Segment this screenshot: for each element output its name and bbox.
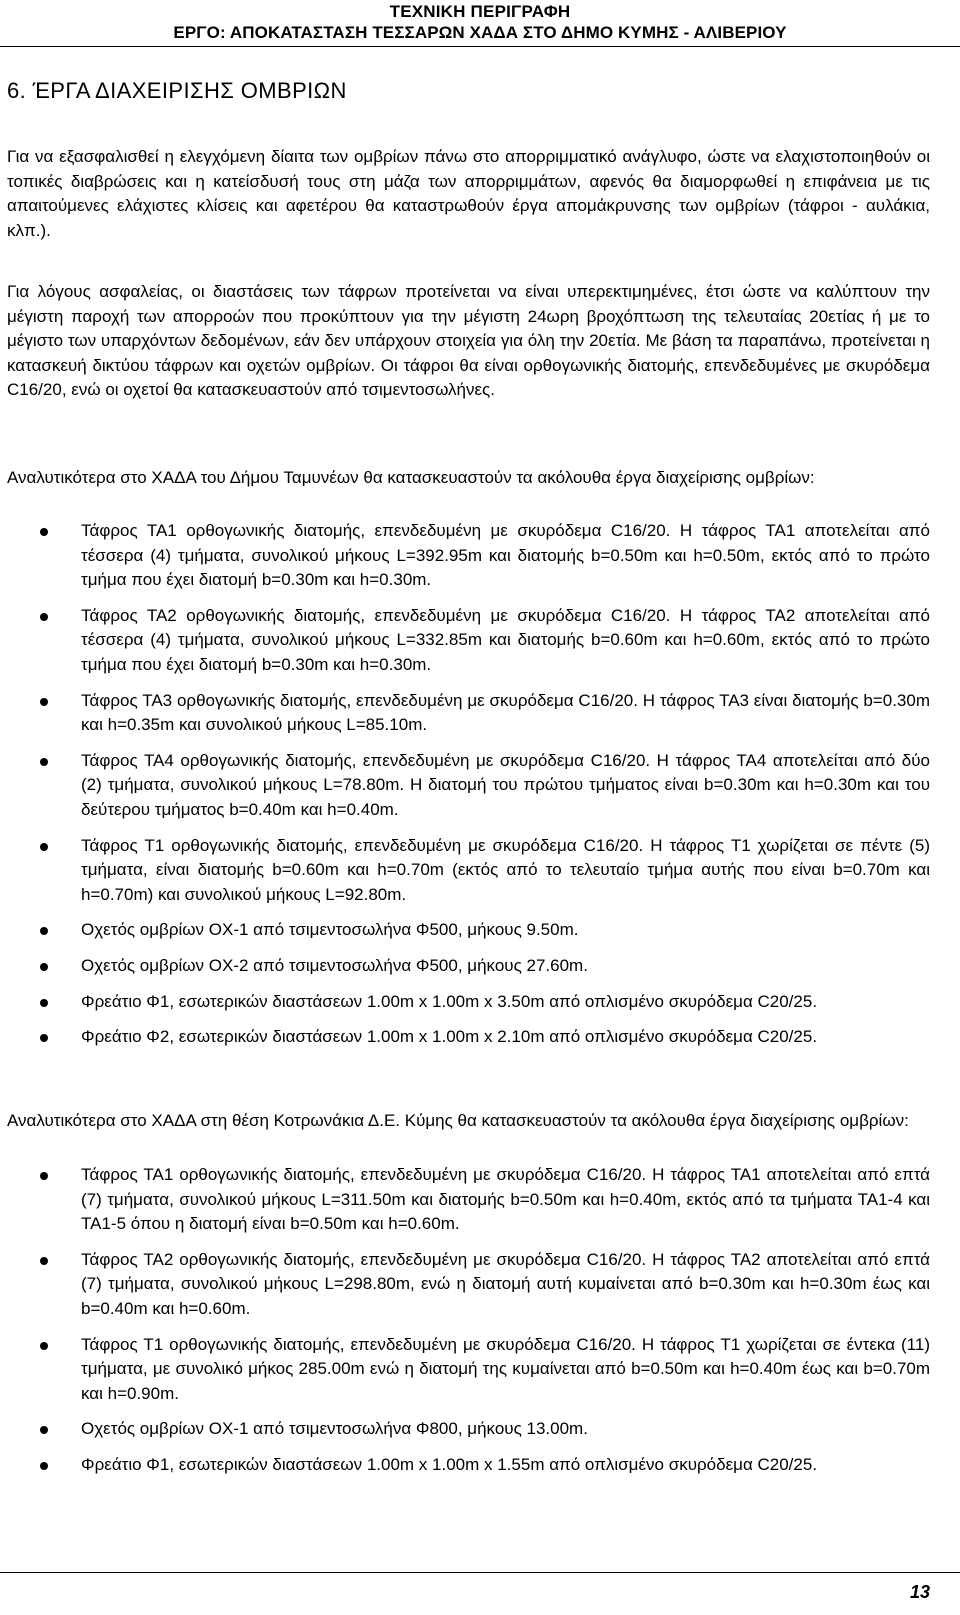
bullet-icon [40,1172,48,1180]
list-item-text: Φρεάτιο Φ2, εσωτερικών διαστάσεων 1.00m x 1.00m x 2.10m από οπλισμένο σκυρόδεμα C20/25. [81,1027,818,1047]
bullet-icon [40,843,48,851]
page-footer [0,1572,960,1615]
bullet-icon [40,927,48,935]
page-header [0,0,960,47]
list-item [0,834,930,908]
list-item [0,954,930,979]
bullet-icon [40,999,48,1007]
list-item-text: Τάφρος ΤΑ1 ορθογωνικής διατομής, επενδεδυμένη με σκυρόδεμα C16/20. Η τάφρος ΤΑ1 αποτελείται από επτά (7) τμήματα, συνολικού μήκους L=311.50m και διατομής b=0.50m και h=0.40m, εκτός από τα τμήματα ΤΑ1-4 και ΤΑ1-5 όπου η διατομή είναι b=0.50m και h=0.60m. [81,1165,930,1234]
kotronakia-intro: Αναλυτικότερα στο ΧΑΔΑ στη θέση Κοτρωνάκια Δ.Ε. Κύμης θα κατασκευαστούν τα ακόλουθα έργα διαχείρισης ομβρίων: [7,1111,909,1130]
list-item-text: Τάφρος ΤΑ1 ορθογωνικής διατομής, επενδεδυμένη με σκυρόδεμα C16/20. Η τάφρος ΤΑ1 αποτελείται από τέσσερα (4) τμήματα, συνολικού μήκους L=392.95m και διατομής b=0.50m και h=0.50m, εκτός από το πρώτο τμήμα που έχει διατομή b=0.30m και h=0.30m. [81,521,930,590]
tamynea-works-list [0,519,930,1061]
bullet-icon [40,698,48,706]
list-item [0,1417,930,1442]
list-item-text: Οχετός ομβρίων ΟΧ-1 από τσιμεντοσωλήνα Φ800, μήκους 13.00m. [81,1419,588,1439]
list-item [0,749,930,823]
list-item [0,1333,930,1407]
bullet-icon [40,1034,48,1042]
paragraph-intro: Για να εξασφαλισθεί η ελεγχόμενη δίαιτα των ομβρίων πάνω στο απορριμματικό ανάγλυφο, ώστε να ελαχιστοποιηθούν οι τοπικές διαβρώσεις και η κατείσδυσή τους στη μάζα των απορριμμάτων, αφενός θα διαμορφωθεί η επιφάνεια με τις απαιτούμενες ελάχιστες κλίσεις και αφετέρου θα καταστρωθούν έργα απομάκρυνσης των ομβρίων (τάφροι - αυλάκια, κλπ.). [7,147,930,240]
list-item-text: Φρεάτιο Φ1, εσωτερικών διαστάσεων 1.00m x 1.00m x 3.50m από οπλισμένο σκυρόδεμα C20/25. [81,991,818,1011]
header-project: ΕΡΓΟ: ΑΠΟΚΑΤΑΣΤΑΣΗ ΤΕΣΣΑΡΩΝ ΧΑΔΑ ΣΤΟ ΔΗΜΟ ΚΥΜΗΣ - ΑΛΙΒΕΡΙΟΥ [173,23,787,42]
bullet-icon [40,1342,48,1350]
bullet-icon [40,1426,48,1434]
page-number: 13 [909,1582,930,1602]
list-item [0,689,930,738]
list-item [0,604,930,678]
list-item [0,1248,930,1322]
bullet-icon [40,1462,48,1470]
list-item-text: Τάφρος Τ1 ορθογωνικής διατομής, επενδεδυμένη με σκυρόδεμα C16/20. Η τάφρος Τ1 χωρίζεται σε πέντε (5) τμήματα, είναι διατομής b=0.60m και h=0.70m (εκτός από το τελευταίο τμήμα αυτής που είναι b=0.70m και h=0.70m) και συνολικού μήκους L=92.80m. [81,835,930,904]
list-item-text: Τάφρος ΤΑ2 ορθογωνικής διατομής, επενδεδυμένη με σκυρόδεμα C16/20. Η τάφρος ΤΑ2 αποτελείται από επτά (7) τμήματα, συνολικού μήκους L=298.80m, ενώ η διατομή αυτή κυμαίνεται από b=0.30m και h=0.30m έως και b=0.40m και h=0.60m. [81,1249,930,1318]
list-item-text: Τάφρος ΤΑ4 ορθογωνικής διατομής, επενδεδυμένη με σκυρόδεμα C16/20. Η τάφρος ΤΑ4 αποτελείται από δύο (2) τμήματα, συνολικού μήκους L=78.80m. Η διατομή του πρώτου τμήματος είναι b=0.30m και h=0.30m και του δεύτερου τμήματος b=0.40m και h=0.40m. [81,750,930,819]
paragraph-safety: Για λόγους ασφαλείας, οι διαστάσεις των τάφρων προτείνεται να είναι υπερεκτιμημένες, έτσι ώστε να καλύπτουν την μέγιστη παροχή των απορροών που προκύπτουν για την μέγιστη 24ωρη βροχόπτωση της τελευταίας 20ετίας ή με το μέγιστο των υπαρχόντων δεδομένων, εάν δεν υπάρχουν στοιχεία για όλη την 20ετία. Με βάση τα παραπάνω, προτείνεται η κατασκευή δικτύου τάφρων και οχετών ομβρίων. Οι τάφροι θα είναι ορθογωνικής διατομής, επενδεδυμένες με σκυρόδεμα C16/20, ενώ οι οχετοί θα κατασκευαστούν από τσιμεντοσωλήνες. [7,282,930,400]
list-item-text: Τάφρος Τ1 ορθογωνικής διατομής, επενδεδυμένη με σκυρόδεμα C16/20. Η τάφρος Τ1 χωρίζεται σε έντεκα (11) τμήματα, με συνολικό μήκος 285.00m ενώ η διατομή της κυμαίνεται από b=0.50m και h=0.40m έως και b=0.70m και h=0.90m. [81,1334,930,1403]
list-item-text: Φρεάτιο Φ1, εσωτερικών διαστάσεων 1.00m x 1.00m x 1.55m από οπλισμένο σκυρόδεμα C20/25. [81,1454,818,1474]
bullet-icon [40,758,48,766]
kotronakia-works-list [0,1163,930,1489]
list-item-text: Τάφρος ΤΑ3 ορθογωνικής διατομής, επενδεδυμένη με σκυρόδεμα C16/20. Η τάφρος ΤΑ3 είναι διατομής b=0.30m και h=0.35m και συνολικού μήκους L=85.10m. [81,690,930,735]
bullet-icon [40,963,48,971]
list-item [0,990,930,1015]
list-item-text: Τάφρος ΤΑ2 ορθογωνικής διατομής, επενδεδυμένη με σκυρόδεμα C16/20. Η τάφρος ΤΑ2 αποτελείται από τέσσερα (4) τμήματα, συνολικού μήκους L=332.85m και διατομής b=0.60m και h=0.60m, εκτός από το πρώτο τμήμα που έχει διατομή b=0.30m και h=0.30m. [81,605,930,674]
section-title: 6. ΈΡΓΑ ΔΙΑΧΕΙΡΙΣΗΣ ΟΜΒΡΙΩΝ [7,78,347,103]
header-title: ΤΕΧΝΙΚΗ ΠΕΡΙΓΡΑΦΗ [389,2,571,21]
list-item-text: Οχετός ομβρίων ΟΧ-1 από τσιμεντοσωλήνα Φ500, μήκους 9.50m. [81,920,579,940]
list-item [0,1025,930,1050]
list-item [0,918,930,943]
tamynea-intro: Αναλυτικότερα στο ΧΑΔΑ του Δήμου Ταμυνέων θα κατασκευαστούν τα ακόλουθα έργα διαχείρισης ομβρίων: [7,468,815,487]
bullet-icon [40,1257,48,1265]
list-item [0,1163,930,1237]
list-item [0,1453,930,1478]
list-item-text: Οχετός ομβρίων ΟΧ-2 από τσιμεντοσωλήνα Φ500, μήκους 27.60m. [81,955,588,975]
bullet-icon [40,613,48,621]
bullet-icon [40,528,48,536]
list-item [0,519,930,593]
